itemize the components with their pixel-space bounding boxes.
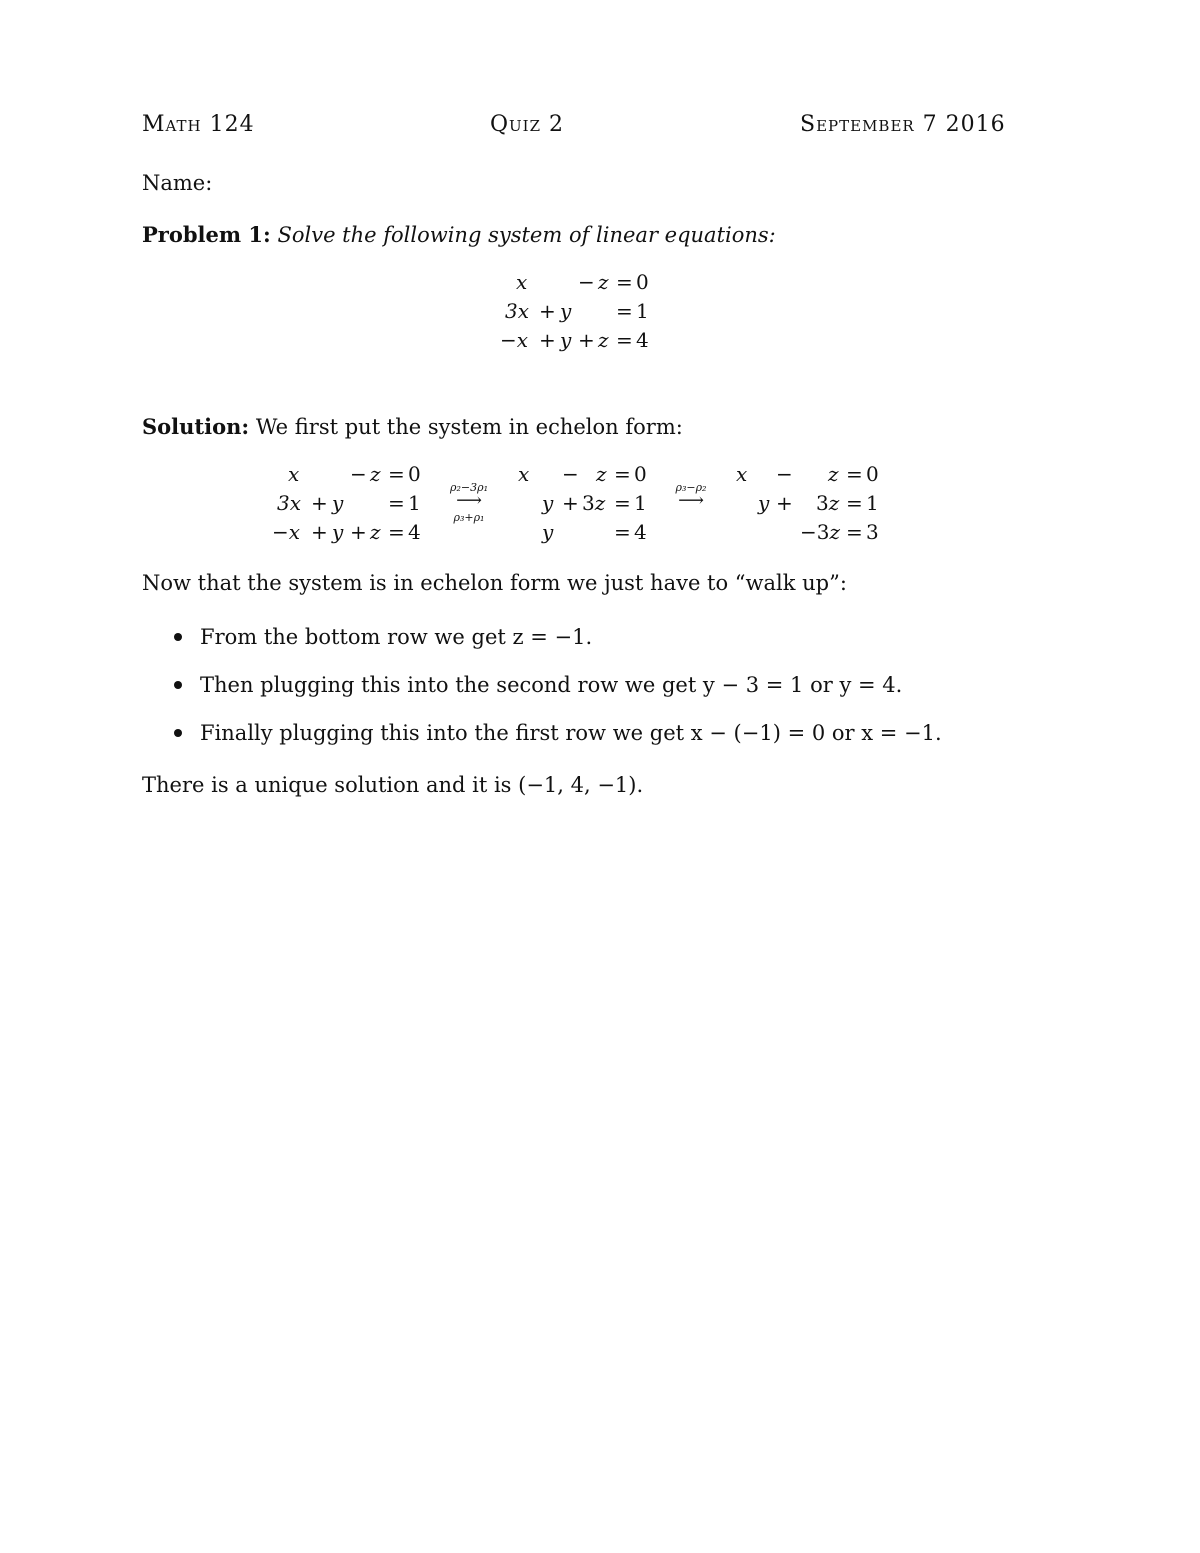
operator: − [350, 462, 367, 486]
problem-statement [142, 222, 776, 248]
term: z [596, 462, 607, 486]
equals: = [616, 299, 633, 323]
problem-text: Solve the following system of linear equations: [277, 223, 776, 247]
term: y [542, 520, 554, 544]
term: 3z [816, 491, 840, 515]
solution-intro-text: We first put the system in echelon form: [255, 415, 683, 439]
equals: = [846, 520, 863, 544]
row-op-label: ρ₃−ρ₂ [675, 481, 707, 494]
equals: = [614, 520, 631, 544]
term: −x [272, 520, 301, 544]
list-item [200, 720, 942, 768]
course-title: Math 124 [142, 112, 255, 137]
term: y [332, 520, 344, 544]
bullet-icon [174, 633, 182, 641]
term: z [598, 270, 609, 294]
bullet-icon [174, 681, 182, 689]
reduction-system-2 [510, 460, 660, 550]
equals: = [614, 462, 631, 486]
solution-label: Solution: [142, 414, 250, 439]
equals: = [388, 462, 405, 486]
term: 3x [277, 491, 302, 515]
term: z [598, 328, 609, 352]
operator: + [578, 328, 595, 352]
rhs: 4 [408, 520, 421, 544]
operator: + [311, 491, 328, 515]
term: x [518, 462, 530, 486]
rhs: 1 [866, 491, 879, 515]
rhs: 1 [634, 491, 647, 515]
term: z [370, 520, 381, 544]
rhs: 4 [636, 328, 649, 352]
operator: + [562, 491, 579, 515]
term: z [370, 462, 381, 486]
term: −x [500, 328, 529, 352]
rhs: 0 [866, 462, 879, 486]
term: z [828, 462, 839, 486]
row-op-label: ρ₂−3ρ₁ [450, 481, 488, 494]
operator: + [350, 520, 367, 544]
original-system [490, 268, 660, 358]
operator: − [562, 462, 579, 486]
equals: = [388, 491, 405, 515]
arrow-icon: ⟶ [678, 490, 704, 511]
term: y [758, 491, 770, 515]
list-item-text: Finally plugging this into the first row we get x − (−1) = 0 or x = −1. [200, 721, 942, 745]
equals: = [846, 491, 863, 515]
problem-label: Problem 1: [142, 222, 271, 247]
rhs: 0 [634, 462, 647, 486]
term: −3z [800, 520, 841, 544]
operator: + [311, 520, 328, 544]
quiz-date: September 7 2016 [800, 112, 1006, 137]
row-operation-1 [424, 482, 514, 524]
arrow-icon: ⟶ [456, 490, 482, 511]
term: y [560, 299, 572, 323]
rhs: 0 [408, 462, 421, 486]
rhs: 3 [866, 520, 879, 544]
equals: = [614, 491, 631, 515]
conclusion-text: There is a unique solution and it is (−1, 4, −1). [142, 773, 644, 797]
reduction-system-1 [262, 460, 432, 550]
term: x [736, 462, 748, 486]
solution-steps-list [200, 624, 942, 768]
operator: + [776, 491, 793, 515]
reduction-system-3 [728, 460, 888, 550]
term: 3x [505, 299, 530, 323]
equals: = [616, 270, 633, 294]
quiz-title: Quiz 2 [490, 112, 565, 137]
rhs: 4 [634, 520, 647, 544]
bullet-icon [174, 729, 182, 737]
list-item [200, 672, 942, 720]
term: 3z [582, 491, 606, 515]
walk-up-text: Now that the system is in echelon form we just have to “walk up”: [142, 571, 847, 595]
rhs: 0 [636, 270, 649, 294]
row-op-label: ρ₃+ρ₁ [453, 511, 485, 524]
term: x [516, 270, 528, 294]
operator: + [539, 299, 556, 323]
rhs: 1 [636, 299, 649, 323]
rhs: 1 [408, 491, 421, 515]
operator: − [578, 270, 595, 294]
list-item-text: From the bottom row we get z = −1. [200, 625, 593, 649]
row-operation-2 [646, 481, 736, 511]
solution-intro [142, 414, 683, 440]
term: x [288, 462, 300, 486]
term: y [332, 491, 344, 515]
equals: = [846, 462, 863, 486]
term: y [542, 491, 554, 515]
equals: = [388, 520, 405, 544]
equals: = [616, 328, 633, 352]
term: y [560, 328, 572, 352]
operator: + [539, 328, 556, 352]
list-item-text: Then plugging this into the second row we get y − 3 = 1 or y = 4. [200, 673, 903, 697]
list-item [200, 624, 942, 672]
operator: − [776, 462, 793, 486]
name-label: Name: [142, 171, 213, 195]
